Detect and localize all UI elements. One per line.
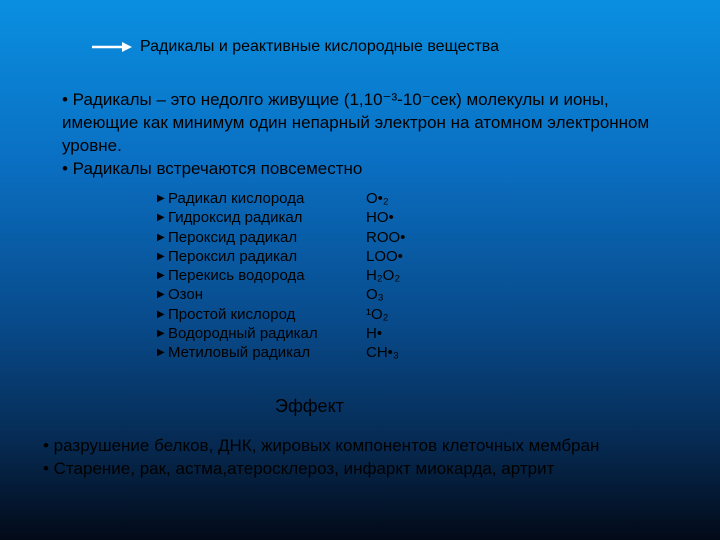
effects-text	[43, 434, 643, 480]
effect-item: • Старение, рак, астма,атеросклероз, инфаркт миокарда, артрит	[43, 459, 555, 478]
triangle-bullet-icon: ▶	[157, 212, 165, 224]
radical-formula: CH•₃	[366, 344, 400, 362]
triangle-bullet-icon: ▶	[157, 270, 165, 282]
radical-name: Озон	[168, 286, 204, 304]
slide-title: Радикалы и реактивные кислородные вещества	[140, 38, 500, 55]
triangle-bullet-icon: ▶	[157, 289, 165, 301]
list-item	[157, 228, 405, 247]
list-item	[157, 285, 405, 304]
radical-name: Простой кислород	[168, 305, 296, 323]
arrow-right-icon	[92, 40, 132, 54]
triangle-bullet-icon: ▶	[157, 347, 165, 359]
triangle-bullet-icon: ▶	[157, 231, 165, 243]
triangle-bullet-icon: ▶	[157, 328, 165, 340]
radical-name: Перекись водорода	[168, 267, 305, 285]
radical-formula: O•₂	[366, 190, 389, 207]
radical-formula: HO•	[366, 209, 394, 227]
intro-prevalence: • Радикалы встречаются повсеместно	[62, 159, 363, 178]
list-item	[157, 324, 405, 343]
slide-title-row	[92, 36, 499, 58]
list-item	[157, 247, 405, 266]
radical-name: Пероксил радикал	[168, 247, 298, 265]
radical-name: Водородный радикал	[168, 325, 318, 343]
effect-heading: Эффект	[275, 396, 344, 416]
intro-definition: • Радикалы – это недолго живущие (1,10⁻³-10⁻сек) молекулы и ионы, имеющие как минимум один непарный электрон на атомном электронном уровне.	[62, 90, 650, 155]
radical-formula: O₃	[366, 286, 384, 304]
list-item	[157, 305, 405, 324]
radical-formula: LOO•	[366, 247, 403, 265]
triangle-bullet-icon: ▶	[157, 308, 165, 320]
radical-name: Радикал кислорода	[168, 190, 305, 207]
radical-name: Гидроксид радикал	[168, 209, 303, 227]
radical-name: Пероксид радикал	[168, 228, 298, 246]
radical-formula: H•	[366, 325, 383, 343]
list-item	[157, 189, 405, 208]
radical-name: Метиловый радикал	[168, 344, 311, 362]
intro-text	[62, 88, 672, 180]
triangle-bullet-icon: ▶	[157, 193, 165, 204]
list-item	[157, 208, 405, 227]
list-item	[157, 343, 405, 362]
list-item	[157, 266, 405, 285]
radical-formula: ¹O₂	[366, 305, 389, 323]
radical-formula: H₂O₂	[366, 267, 401, 285]
radicals-list	[157, 189, 405, 363]
effect-item: • разрушение белков, ДНК, жировых компонентов клеточных мембран	[43, 436, 600, 455]
triangle-bullet-icon: ▶	[157, 250, 165, 262]
radical-formula: ROO•	[366, 228, 406, 246]
